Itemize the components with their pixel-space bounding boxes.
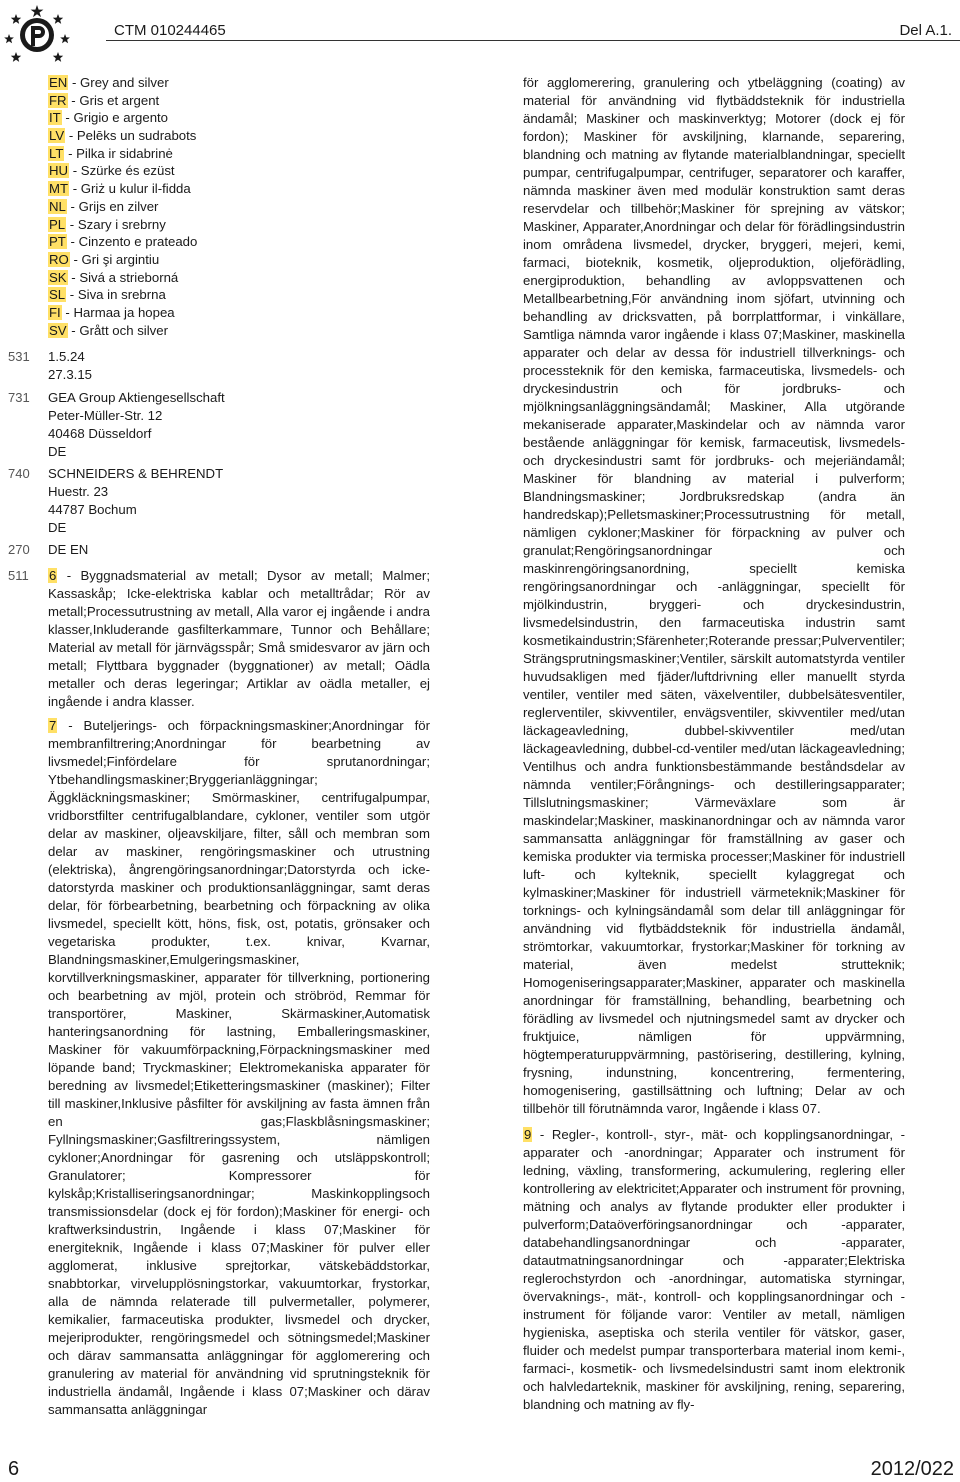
- language-code: EN: [49, 75, 68, 90]
- class-number-9: 9: [524, 1127, 532, 1142]
- language-text: - Grått och silver: [67, 322, 168, 338]
- language-item: [48, 216, 430, 234]
- language-list: [48, 74, 430, 339]
- language-code: PT: [49, 234, 66, 250]
- language-code: PL: [49, 216, 66, 232]
- language-text: - Gri şi argintiu: [69, 251, 160, 267]
- language-item: [48, 145, 430, 163]
- field-code-740: 740: [8, 466, 30, 481]
- applicant-name: GEA Group Aktiengesellschaft: [48, 390, 225, 405]
- document-title: CTM 010244465: [114, 22, 226, 39]
- language-item: [48, 92, 430, 110]
- language-text: - Grey and silver: [68, 75, 169, 90]
- language-text: - Sivá a strieborná: [67, 269, 179, 285]
- field-531-line: 27.3.15: [48, 367, 92, 382]
- field-code-531: 531: [8, 349, 30, 364]
- class-7-continued: för agglomerering, granulering och ytbeläggning (coating) av material för användning vid flytbäddsteknik för industriella ändamål; Maskiner och maskinverktyg; Motorer (dock ej för fordon); Maskiner för avskiljning, klarnande, separering, blandning och matning av flytande materialblandningar, speciellt pumpar, centrifugalpumpar, centrifuger, separatorer och karaffer, nämnda maskiner även med modulär konstruktion samt deras reservdelar och tillbehör;Maskiner för sprejning av vätskor; Maskiner, Apparater,Anordningar och delar för förädlingsindustrin inom områdena livsmedel, drycker, bryggeri, mejeri, kemi, farmaci, bioteknik, kosmetik, oljeproduktion, oljeförädling, energiproduktion, behandling av avloppsvattenen och Metallbearbetning,För användning inom sjöfart, utvinning och behandling av dricksvatten, på borrplattformar, i vinkällare, Samtliga nämnda varor ingående i klass 07;Maskiner, maskinella apparater och delar av dessa för industriell tillverknings- och processteknik för den kemiska, farmaceutiska, livsmedels- och dryckesindustrin och för jordbruks- och mjölkningsanläggningsändamål; Maskiner, Alla utgörande mekaniserade apparater,Maskindelar och av nämnda varor bestående anläggningar för kemisk, farmaceutisk, livsmedels- och dryckesindustri samt för jordbruks- och mejeriändamål; Maskiner för blandning av material i pulverform; Blandningsmaskiner; Jordbruksredskap (andra än handredskap);Pelletsmaskiner;Processutrustning för metall, nämligen cykloner;Maskiner för förpackning av pulver och granulat;Rengöringsanordningar och maskinrengöringsanordning, speciellt kemiska rengöringsanordningar och -anläggningar, speciellt för mjölkindustrin, bryggeri- och dryckesindustrin, livsmedelsindustrin, den farmaceutiska industrin samt kosmetikaindustrin;Sfärenheter;Roterande pressar;Pulverventiler; Strängsprutningsmaskiner;Ventiler, särskilt automatstyrda ventiler huvudsakligen med fjäder/luftdrivning eller manuellt styrda ventiler, ventiler med säten, växelventiler, dubbelsätesventiler, reglerventiler, skivventiler, envägsventiler, skivventiler med/utan läckageavledning, dubbel-skivventiler med/utan läckageavledning, dubbel-cd-ventiler med/utan läckageavledning; Ventilhus och andra funktionsbestämmande beståndsdelar av nämnda ventiler;Förångnings- och destilleringsapparater; Tillslutningsmaskiner; Värmeväxlare som är maskindelar;Maskiner, maskinanordningar och av nämnda varor sammansatta anläggningar för framställning av gaser och kemiska produkter via termiska processer;Maskiner för industriell luft- och kylteknik, speciellt kylaggregat och kylmaskiner;Maskiner för industriell värmeteknik;Maskiner för torknings- och kylningsändamål som delar till anläggningar för användning vid flytbäddsteknik för industriella ändamål, strömtorkar, vakuumtorkar, frystorkar;Maskiner för torkning av material, även medelst strutteknik; Homogeniseringsapparater;Maskiner, apparater och maskinella anordningar för framställning, behandling, bearbetning och förädling av livsmedel och njutningsmedel samt av drycker och fruktjuice, nämligen för uppvärmning, högtemperaturuppvärmning, pastörisering, destillering, kylning, frysning, indunstning, koncentrering, fermentering, homogenisering, gastillsättning och luftning; Delar av och tillbehör till förutnämnda varor, Ingående i klass 07.: [523, 75, 905, 1116]
- field-531: [48, 348, 92, 384]
- class-number-7: 7: [49, 718, 57, 733]
- applicant-country: DE: [48, 444, 67, 459]
- language-code: LV: [49, 128, 65, 144]
- field-731-applicant: [48, 389, 225, 461]
- language-text: - Griż u kulur il-fidda: [69, 181, 191, 197]
- applicant-street: Peter-Müller-Str. 12: [48, 408, 163, 423]
- class-6-entry: [48, 567, 430, 711]
- language-code: FR: [49, 92, 67, 108]
- language-text: - Gris et argent: [67, 92, 160, 108]
- ohim-logo: [4, 2, 70, 66]
- field-code-270: 270: [8, 542, 30, 557]
- field-740-representative: [48, 465, 223, 537]
- language-text: - Pilka ir sidabrinė: [64, 145, 173, 161]
- language-text: - Harmaa ja hopea: [61, 304, 175, 320]
- language-item: [48, 233, 430, 251]
- representative-name: SCHNEIDERS & BEHRENDT: [48, 466, 224, 481]
- language-code: LT: [49, 145, 64, 161]
- language-code: MT: [49, 181, 69, 197]
- field-531-line: 1.5.24: [48, 349, 85, 364]
- language-item: [48, 251, 430, 269]
- language-code: HU: [49, 163, 69, 179]
- language-text: - Cinzento e prateado: [66, 234, 198, 250]
- field-code-731: 731: [8, 390, 30, 405]
- language-code: SV: [49, 322, 67, 338]
- language-code: FI: [49, 304, 61, 320]
- language-item: [48, 127, 430, 145]
- language-code: SL: [49, 287, 66, 303]
- header-divider: [106, 40, 960, 41]
- language-code: SK: [49, 269, 67, 285]
- language-text: - Szürke és ezüst: [69, 163, 175, 179]
- representative-street: Huestr. 23: [48, 484, 109, 499]
- language-item: [48, 109, 430, 127]
- field-270-languages: [48, 541, 88, 559]
- colour-claim-list: [48, 74, 430, 339]
- language-text: - Siva in srebrna: [66, 287, 166, 303]
- representative-city: 44787 Bochum: [48, 502, 137, 517]
- class-9-text: - Regler-, kontroll-, styr-, mät- och kopplingsanordningar, -apparater och -anordningar; Apparater och instrument för ledning, växling, transformering, ackumulering, reglering eller kontrollering av elektricitet;Apparater och instrument för provning, mätning och analys av flytande produkter eller produkter i pulverform;Dataöverföringsanordningar och -apparater, databehandlingsanordningar och -apparater, datautmatningsanordningar och -apparater;Elektriska reglerochstyrdon och -anordningar, automatiska styrningar, övervaknings-, mät-, kontroll- och kopplingsanordningar och -instrument för följande varor: Ventiler av metall, nämligen hygieniska, aseptiska och sterila ventiler för vätskor, gaser, fluider och medelst pumpar transporterbara material inom kemi-, farmaci-, kosmetik- och livsmedelsindustri samt inom elektronik och halvledarteknik, maskiner för avskiljning, rening, separering, blandning och matning av fly-: [523, 1127, 905, 1412]
- language-item: [48, 180, 430, 198]
- language-text: - Szary i srebrny: [66, 216, 166, 232]
- language-item: [48, 304, 430, 322]
- applicant-city: 40468 Düsseldorf: [48, 426, 152, 441]
- class-6-text: - Byggnadsmaterial av metall; Dysor av metall; Malmer; Kassaskåp; Icke-elektriska kablar och metalltrådar; Rör av metall;Processutrustning av metall, Alla varor ej ingående i andra klasser,Inkluderande gasfilterkammare, Tunnor och Behållare; Material av metall för järnvägsspår; Små smidesvaror av järn och metall; Flyttbara byggnader (byggnationer) av metall; Oädla metaller och deras legeringar; Artiklar av oädla metaller, ej ingående i andra klasser.: [48, 568, 430, 709]
- language-code: IT: [49, 110, 61, 126]
- language-code: RO: [49, 251, 69, 267]
- class-9-entry: [523, 1126, 905, 1414]
- publication-number: 2012/022: [870, 1458, 954, 1480]
- languages-value: DE EN: [48, 542, 89, 557]
- page-number: 6: [8, 1458, 20, 1480]
- language-item: [48, 269, 430, 287]
- language-item: [48, 198, 430, 216]
- language-text: - Grijs en zilver: [66, 198, 159, 214]
- language-code: NL: [49, 198, 66, 214]
- language-item: [48, 162, 430, 180]
- goods-services-left: [48, 567, 430, 1423]
- language-item: [48, 286, 430, 304]
- language-text: - Grigio e argento: [61, 110, 169, 126]
- class-number-6: 6: [49, 568, 57, 583]
- representative-country: DE: [48, 520, 67, 535]
- language-text: - Pelēks un sudrabots: [65, 128, 197, 144]
- language-item: [48, 322, 430, 340]
- language-item: [48, 74, 430, 92]
- section-label: Del A.1.: [899, 22, 952, 39]
- field-code-511: 511: [8, 568, 29, 583]
- class-7-entry: [48, 717, 430, 1419]
- class-7-text: - Buteljerings- och förpackningsmaskiner;Anordningar för membranfiltrering;Anordningar för bearbetning av livsmedel;Finfördelare för sprutanordningar; Ytbehandlingsmaskiner;Bryggerianläggningar; Äggkläckningsmaskiner; Smörmaskiner, centrifugalpumpar, vridborstfilter centrifugalblandare, cykloner, ventiler som utgör delar av maskiner, oljeavskiljare, filter, såll och membran som delar av maskiner, rengöringsmaskiner och utrustning (elektriska), ångrengöringsanordningar;Datorstyrda och icke-datorstyrda maskiner och produktionsanläggningar, samt deras delar, för förbearbetning, bearbetning och förpackning av olika livsmedel, speciellt kött, höns, fisk, ost, potatis, grönsaker och vegetariska produkter, t.ex. knivar, Kvarnar, Blandningsmaskiner,Emulgeringsmaskiner, korvtillverkningsmaskiner, apparater för tillverkning, portionering och bearbetning av mjöl, protein och ströbröd, Remmar för transportörer, Maskiner, Skärmaskiner,Automatisk hanteringsanordning för lastning, Emballeringsmaskiner, Maskiner för vakuumförpackning,Förpackningsmaskiner med löpande band; Tryckmaskiner; Elektromekaniska apparater för beredning av livsmedel;Etiketteringsmaskiner (maskiner); Filter till maskiner,Inklusive påsfilter för avskiljning av fasta ämnen från en gas;Flaskblåsningsmaskiner; Fyllningsmaskiner;Gasfiltreringssystem, nämligen cykloner;Anordningar för gasrening och utsläppskontroll; Granulatorer; Kompressorer för kylskåp;Kristalliseringsanordningar; Maskinkopplingsoch transmissionsdelar (dock ej för fordon);Maskiner för energi- och kraftwerksindustrin, Ingående i klass 07;Maskiner för energiteknik, Ingående i klass 07;Maskiner för pulver eller agglomerat, inklusive sprejtorkar, vätskebäddstorkar, snabbtorkar, virvelupplösningstorkar, vakuumtorkar, frystorkar, alla de nämnda relaterade till pulvermetaller, polymerer, kemikalier, farmaceutiska produkter, livsmedel och drycker, mejeriprodukter, rengöringsmedel och sötningsmedel;Maskiner och därav sammansatta anläggningar för agglomerering och granulering av material för användning vid sprutningsteknik för industriella ändamål, Ingående i klass 07;Maskiner och därav sammansatta anläggningar: [48, 718, 430, 1417]
- goods-services-right: [523, 74, 905, 1418]
